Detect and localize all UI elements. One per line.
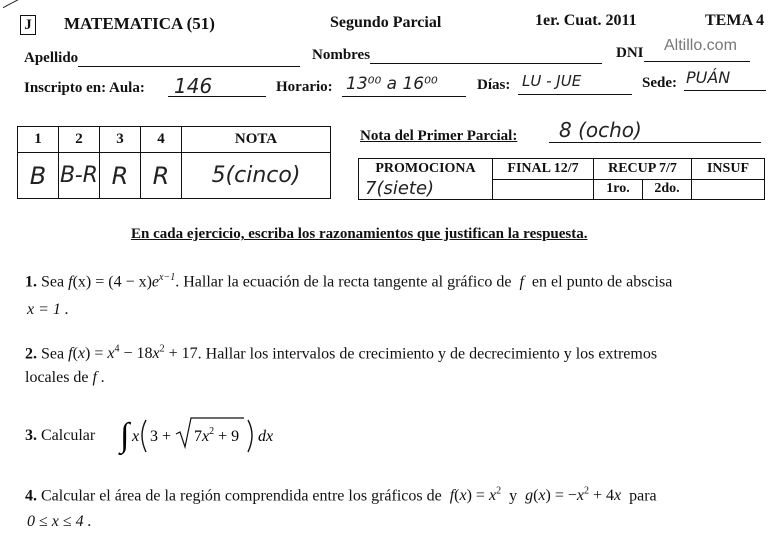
aula-field (168, 74, 266, 97)
exercise-4-text-c: para (629, 487, 657, 505)
nombres-line (370, 47, 602, 64)
exercise-1-text-c: en el punto de abscisa (531, 273, 673, 291)
grades-header-3: 3 (100, 127, 141, 153)
instruction: En cada ejercicio, escriba los razonamientos que justifican la respuesta. (131, 226, 588, 242)
recup-header: RECUP 7/7 (594, 159, 692, 180)
corner-mark (3, 0, 19, 8)
exercise-1-text-d: x = 1 . (27, 301, 69, 318)
recup-1ro: 1ro. (594, 179, 643, 200)
grades-header-4: 4 (141, 127, 182, 153)
svg-text:7x2 + 9: $7x^2 + 9$ (194, 426, 240, 445)
grades-header-1: 1 (18, 127, 59, 153)
exercise-3-text-a: Calcular (41, 427, 96, 444)
integral-sign: ∫ (120, 417, 130, 454)
exercise-2-text-a: Sea (41, 345, 65, 363)
course-title: MATEMATICA (51) (64, 14, 215, 33)
grade-ex3: R (100, 153, 141, 199)
final-cell (493, 179, 594, 200)
exam-title: Segundo Parcial (330, 14, 442, 31)
nombres-label: Nombres (312, 47, 371, 63)
exercise-4-text-b: y (509, 487, 518, 505)
exercise-1-text-b: . Hallar la ecuación de la recta tangente al gráfico de (175, 273, 512, 291)
horario-value: 13⁰⁰ a 16⁰⁰ (346, 74, 438, 94)
tema-letter-box: J (20, 15, 36, 35)
sede-field (684, 68, 766, 91)
sede-value: PUÁN (686, 68, 731, 87)
dias-label: Días: (477, 77, 511, 93)
dias-field (518, 72, 632, 95)
exercise-4-text-d: 0 ≤ x ≤ 4 . (27, 513, 92, 530)
term-label: 1er. Cuat. 2011 (535, 12, 637, 29)
exercise-4 (25, 486, 657, 505)
svg-text:dx: dx (258, 428, 274, 445)
dni-line (644, 45, 750, 62)
apellido-label: Apellido (24, 50, 79, 66)
status-table (358, 158, 765, 200)
horario-label: Horario: (276, 79, 333, 95)
grade-nota: 5(cinco) (182, 153, 331, 199)
sede-label: Sede: (642, 75, 677, 91)
dias-value: LU - JUE (522, 72, 582, 90)
exercise-2-line2 (25, 369, 105, 387)
apellido-line (78, 50, 300, 67)
exercise-1-number: 1. (25, 273, 37, 291)
grades-header-nota: NOTA (182, 127, 331, 153)
grades-table (17, 126, 331, 199)
dni-field (616, 45, 750, 62)
exercise-1: 1. Sea $f(x) = (4 - x)e^{x-1}$. Hallar la ecuación de la recta tangente al gráfico de f en el punto de abscisa (25, 272, 673, 291)
horario-field (342, 74, 466, 97)
exercise-2-text-b: . Hallar los intervalos de crecimiento y de decrecimiento y los extremos (197, 345, 658, 363)
apellido-field (24, 50, 300, 67)
exercise-3 (25, 427, 95, 445)
first-partial-label: Nota del Primer Parcial: (360, 128, 518, 144)
exercise-4-number: 4. (25, 487, 37, 505)
exercise-2-text-c: locales de (25, 369, 89, 386)
grade-ex1: B (18, 153, 59, 199)
first-partial-value: 8 (ocho) (559, 118, 642, 142)
recup-2do: 2do. (643, 179, 692, 200)
insuf-header: INSUF (692, 159, 765, 180)
exercise-3-number: 3. (25, 427, 37, 444)
svg-text:x: x (132, 428, 140, 445)
exercise-1-formula: f (68, 273, 73, 291)
svg-text:3 +: 3 + (150, 428, 172, 445)
grades-header-2: 2 (59, 127, 100, 153)
inscripto-label: Inscripto en: Aula: (24, 80, 145, 96)
dni-label: DNI (616, 45, 644, 61)
exercise-2 (25, 344, 657, 363)
promociona-cell (359, 159, 493, 200)
exercise-2-number: 2. (25, 345, 37, 363)
exercise-3-integral (118, 408, 288, 460)
promociona-header: PROMOCIONA (375, 161, 476, 176)
aula-value: 146 (174, 74, 213, 98)
promociona-value: 7(siete) (365, 178, 435, 199)
exercise-4-text-a: Calcular el área de la región comprendida entre los gráficos de (41, 487, 442, 505)
first-partial-field (549, 118, 761, 143)
final-header: FINAL 12/7 (493, 159, 594, 180)
exercise-4-formula-g: $g(x) = -x^2 + 4x$ (525, 486, 622, 505)
nombres-field (312, 47, 602, 64)
insuf-cell (692, 179, 765, 200)
exercise-1-text-a: Sea (41, 273, 65, 291)
grade-ex2: B-R (59, 153, 100, 199)
exercise-4-formula-f: $f(x) = x^2$ (449, 486, 502, 505)
grade-ex4: R (141, 153, 182, 199)
exercise-2-formula: $f(x) = x^4 - 18x^2 + 17$ (68, 344, 198, 363)
exercise-2-text-d: f . (92, 369, 105, 386)
watermark: Altillo.com (664, 37, 737, 54)
tema-label: TEMA 4 (705, 12, 765, 29)
